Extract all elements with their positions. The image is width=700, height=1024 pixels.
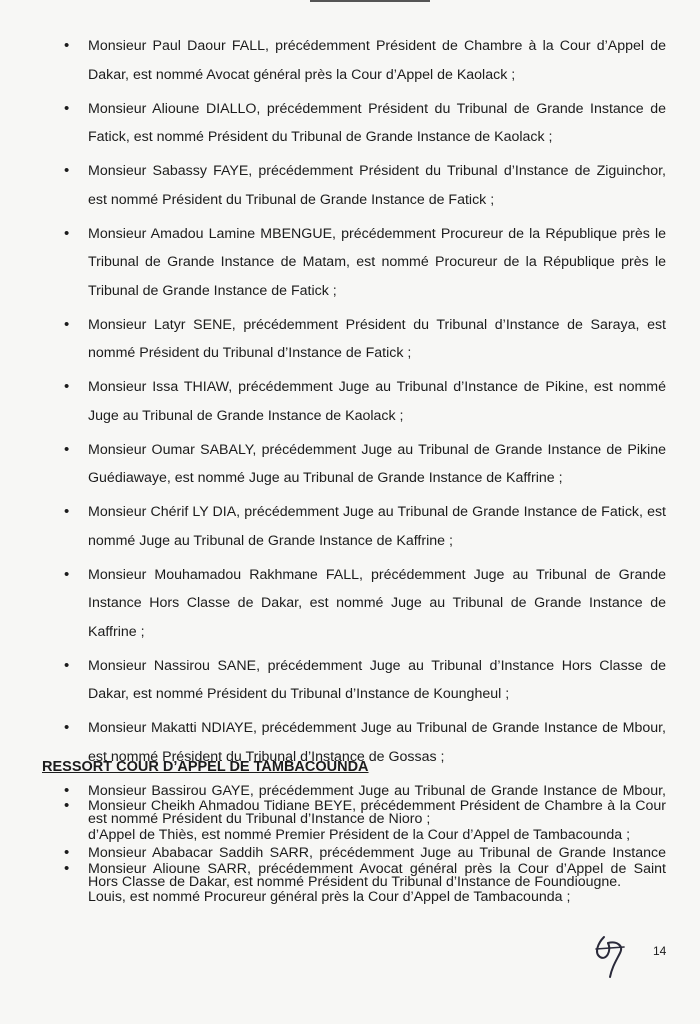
list-item: • Monsieur Mouhamadou Rakhmane FALL, précédemment Juge au Tribunal de Grande Instance Hors Classe de Dakar, est nommé Juge au Tribunal de Grande Instance de Kaffrine ; — [0, 561, 700, 647]
list-item: • Monsieur Oumar SABALY, précédemment Juge au Tribunal de Grande Instance de Pikine Guédiawaye, est nommé Juge au Tribunal de Grande Instance de Kaffrine ; — [0, 436, 700, 493]
list-item: • Monsieur Issa THIAW, précédemment Juge au Tribunal d’Instance de Pikine, est nommé Juge au Tribunal de Grande Instance de Kaolack ; — [0, 373, 700, 430]
list-item: • Monsieur Nassirou SANE, précédemment Juge au Tribunal d’Instance Hors Classe de Dakar, est nommé Président du Tribunal d’Instance de Koungheul ; — [0, 652, 700, 709]
top-rule — [310, 0, 430, 2]
list-item: • Monsieur Sabassy FAYE, précédemment Président du Tribunal d’Instance de Ziguinchor, est nommé Président du Tribunal de Grande Instance de Fatick ; — [0, 157, 700, 214]
list-item: • Monsieur Alioune SARR, précédemment Avocat général près la Cour d’Appel de Saint Louis, est nommé Procureur général près la Cour d’Appel de Tambacounda ; — [0, 855, 700, 912]
list-item: • Monsieur Cheikh Ahmadou Tidiane BEYE, précédemment Président de Chambre à la Cour d’Appel de Thiès, est nommé Premier Président de la Cour d’Appel de Tambacounda ; — [0, 792, 700, 849]
list-item: • Monsieur Latyr SENE, précédemment Président du Tribunal d’Instance de Saraya, est nommé Président du Tribunal d’Instance de Fatick ; — [0, 311, 700, 368]
list-item: • Monsieur Paul Daour FALL, précédemment Président de Chambre à la Cour d’Appel de Dakar, est nommé Avocat général près la Cour d’Appel de Kaolack ; — [0, 32, 700, 89]
signature-initials — [590, 933, 630, 981]
list-item: • Monsieur Bassirou GAYE, précédemment Juge au Tribunal de Grande Instance de Mbour, est nommé Président du Tribunal d’Instance de Nioro ; — [0, 777, 700, 834]
list-item: • Monsieur Ababacar Saddih SARR, précédemment Juge au Tribunal de Grande Instance Hors Classe de Dakar, est nommé Président du Tribunal d’Instance de Foundiougne. — [0, 839, 700, 896]
list-item: • Monsieur Chérif LY DIA, précédemment Juge au Tribunal de Grande Instance de Fatick, est nommé Juge au Tribunal de Grande Instance de Kaffrine ; — [0, 498, 700, 555]
list-item: • Monsieur Alioune DIALLO, précédemment Président du Tribunal de Grande Instance de Fatick, est nommé Président du Tribunal de Grande Instance de Kaolack ; — [0, 95, 700, 152]
section-appointments-list — [0, 792, 700, 917]
list-item: • Monsieur Amadou Lamine MBENGUE, précédemment Procureur de la République près le Tribunal de Grande Instance de Matam, est nommé Procureur de la République près le Tribunal de Grande Instance de Fatick ; — [0, 220, 700, 306]
list-item: • Monsieur Makatti NDIAYE, précédemment Juge au Tribunal de Grande Instance de Mbour, est nommé Président du Tribunal d’Instance de Gossas ; — [0, 714, 700, 771]
section-heading: RESSORT COUR D’APPEL DE TAMBACOUNDA — [42, 759, 369, 775]
page-number: 14 — [653, 944, 667, 958]
